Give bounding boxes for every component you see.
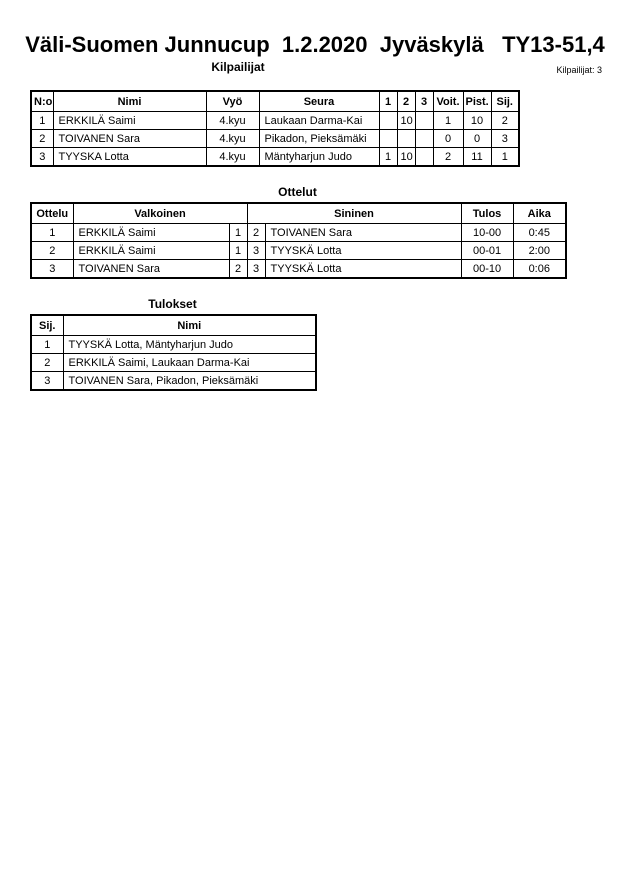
tulokset-table: [30, 314, 317, 391]
tulokset-section-title: Tulokset: [148, 297, 197, 311]
col-header-voit: Voit.: [433, 91, 463, 112]
cell-sij: 2: [491, 112, 519, 130]
cell-1: 1: [379, 148, 397, 167]
col-header-tulos: Tulos: [461, 203, 513, 224]
table-row: [31, 224, 566, 242]
cell-no: 1: [31, 112, 53, 130]
cell-3: [415, 148, 433, 167]
cell-2: [397, 130, 415, 148]
cell-nimi: TOIVANEN Sara, Pikadon, Pieksämäki: [63, 372, 316, 391]
competitors-count: Kilpailijat: 3: [556, 65, 602, 75]
cell-sininen-no: 3: [247, 260, 265, 279]
cell-sininen-no: 2: [247, 224, 265, 242]
col-header-3: 3: [415, 91, 433, 112]
table-row: [31, 372, 316, 391]
tulokset-header: [31, 315, 316, 336]
cell-seura: Pikadon, Pieksämäki: [259, 130, 379, 148]
cell-sininen: TYYSKÄ Lotta: [265, 242, 461, 260]
kilpailijat-section-title: Kilpailijat: [211, 60, 265, 74]
kilpailijat-header: [31, 91, 519, 112]
ottelut-section-title: Ottelut: [278, 185, 317, 199]
cell-sininen: TYYSKÄ Lotta: [265, 260, 461, 279]
col-header-nimi: Nimi: [53, 91, 206, 112]
cell-3: [415, 112, 433, 130]
cell-valkoinen: TOIVANEN Sara: [73, 260, 229, 279]
cell-vyo: 4.kyu: [206, 130, 259, 148]
cell-nimi: ERKKILÄ Saimi: [53, 112, 206, 130]
cell-voit: 1: [433, 112, 463, 130]
cell-vyo: 4.kyu: [206, 148, 259, 167]
cell-valkoinen-no: 1: [229, 242, 247, 260]
table-row: [31, 242, 566, 260]
cell-no: 2: [31, 130, 53, 148]
col-header-sininen: Sininen: [247, 203, 461, 224]
col-header-no: N:o: [31, 91, 53, 112]
cell-no: 3: [31, 148, 53, 167]
cell-pist: 10: [463, 112, 491, 130]
col-header-1: 1: [379, 91, 397, 112]
col-header-nimi: Nimi: [63, 315, 316, 336]
cell-3: [415, 130, 433, 148]
cell-valkoinen-no: 2: [229, 260, 247, 279]
cell-sij: 3: [491, 130, 519, 148]
table-row: [31, 148, 519, 167]
table-row: [31, 112, 519, 130]
col-header-sij: Sij.: [491, 91, 519, 112]
cell-1: [379, 112, 397, 130]
col-header-vyo: Vyö: [206, 91, 259, 112]
col-header-valkoinen: Valkoinen: [73, 203, 247, 224]
cell-ottelu-no: 1: [31, 224, 73, 242]
kilpailijat-header-row: [0, 60, 630, 78]
cell-2: 10: [397, 148, 415, 167]
cell-voit: 0: [433, 130, 463, 148]
cell-2: 10: [397, 112, 415, 130]
ottelut-table: [30, 202, 567, 279]
cell-aika: 0:45: [513, 224, 566, 242]
cell-nimi: TYYSKA Lotta: [53, 148, 206, 167]
cell-nimi: TYYSKÄ Lotta, Mäntyharjun Judo: [63, 336, 316, 354]
cell-tulos: 00-10: [461, 260, 513, 279]
cell-valkoinen-no: 1: [229, 224, 247, 242]
col-header-pist: Pist.: [463, 91, 491, 112]
kilpailijat-table: [30, 90, 520, 167]
col-header-2: 2: [397, 91, 415, 112]
cell-nimi: ERKKILÄ Saimi, Laukaan Darma-Kai: [63, 354, 316, 372]
cell-seura: Mäntyharjun Judo: [259, 148, 379, 167]
cell-sij: 2: [31, 354, 63, 372]
table-row: [31, 260, 566, 279]
cell-aika: 0:06: [513, 260, 566, 279]
table-row: [31, 336, 316, 354]
col-header-ottelu: Ottelu: [31, 203, 73, 224]
cell-pist: 0: [463, 130, 491, 148]
col-header-aika: Aika: [513, 203, 566, 224]
col-header-seura: Seura: [259, 91, 379, 112]
page-title: Väli-Suomen Junnucup 1.2.2020 Jyväskylä TY13-51,4: [25, 32, 605, 57]
cell-ottelu-no: 2: [31, 242, 73, 260]
col-header-sij: Sij.: [31, 315, 63, 336]
cell-nimi: TOIVANEN Sara: [53, 130, 206, 148]
table-row: [31, 130, 519, 148]
cell-sininen: TOIVANEN Sara: [265, 224, 461, 242]
cell-sininen-no: 3: [247, 242, 265, 260]
cell-seura: Laukaan Darma-Kai: [259, 112, 379, 130]
cell-tulos: 10-00: [461, 224, 513, 242]
ottelut-header: [31, 203, 566, 224]
table-row: [31, 354, 316, 372]
cell-1: [379, 130, 397, 148]
cell-sij: 1: [491, 148, 519, 167]
cell-sij: 1: [31, 336, 63, 354]
cell-valkoinen: ERKKILÄ Saimi: [73, 224, 229, 242]
cell-vyo: 4.kyu: [206, 112, 259, 130]
cell-pist: 11: [463, 148, 491, 167]
cell-voit: 2: [433, 148, 463, 167]
cell-sij: 3: [31, 372, 63, 391]
cell-ottelu-no: 3: [31, 260, 73, 279]
cell-aika: 2:00: [513, 242, 566, 260]
cell-valkoinen: ERKKILÄ Saimi: [73, 242, 229, 260]
cell-tulos: 00-01: [461, 242, 513, 260]
